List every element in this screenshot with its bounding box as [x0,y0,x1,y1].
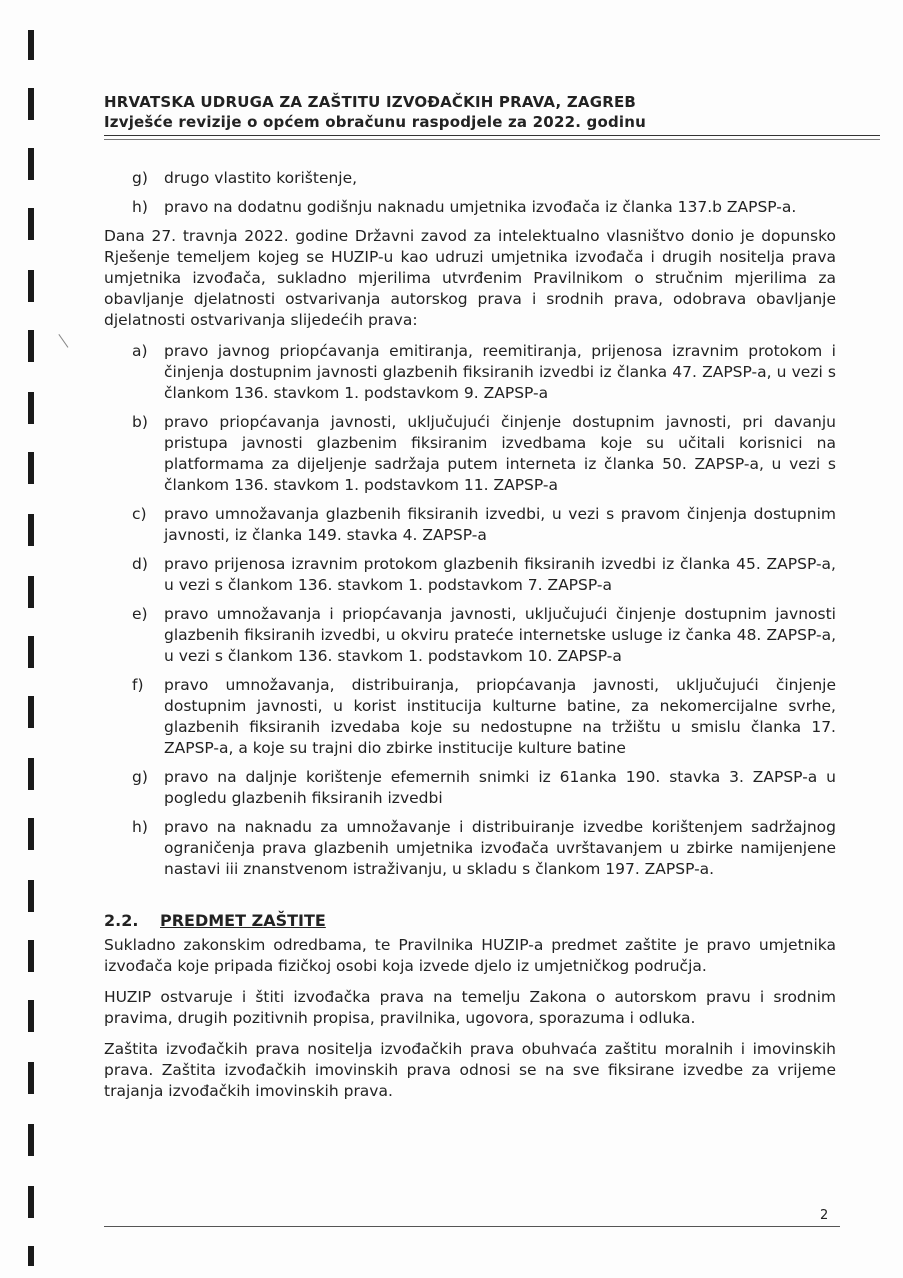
list-item-label: d) [132,555,148,573]
scan-artifact [28,758,34,790]
header-divider [104,135,880,136]
intro-paragraph: Dana 27. travnja 2022. godine Državni zavod za intelektualno vlasništvo donio je dopunsko Rješenje temeljem kojeg se HUZIP-u kao udruzi umjetnika izvođača i drugih nositelja prava umjetnika izvođača, sukladno mjerilima utvrđenim Pravilnikom o stručnim mjerilima za obavljanje djelatnosti ostvarivanja autorskog prava i srodnih prava, odobrava obavljanje djelatnosti ostvarivanja slijedećih prava: [104,227,836,329]
scan-artifact [28,1000,34,1032]
list-item-label: h) [132,818,148,836]
document-body [104,168,836,1112]
header-report-title: Izvješće revizije o općem obračunu raspodjele za 2022. godinu [104,113,647,131]
scan-artifact [28,148,34,180]
list-item-label: a) [132,342,148,360]
scan-artifact [28,696,34,728]
list-item-text: pravo prijenosa izravnim protokom glazbenih fiksiranih izvedbi iz članka 45. ZAPSP-a, u vezi s člankom 136. stavkom 1. podstavkom 7. ZAPSP-a [164,555,836,594]
header-organization: HRVATSKA UDRUGA ZA ZAŠTITU IZVOĐAČKIH PRAVA, ZAGREB [104,93,637,111]
scan-artifact [28,1246,34,1266]
list-item-label: g) [132,169,148,187]
continued-list [104,168,836,218]
list-item [104,504,836,546]
list-item [104,767,836,809]
list-item [104,817,836,880]
list-item-label: f) [132,676,144,694]
scan-artifact [28,576,34,608]
list-item-text: pravo na naknadu za umnožavanje i distribuiranje izvedbe korištenjem sadržajnog ograničenja prava glazbenih umjetnika izvođača uvrštavanjem u zbirke namijenjene nastavi iii znanstvenom istraživanju, u skladu s člankom 197. ZAPSP-a. [164,818,836,878]
list-item-text: pravo umnožavanja glazbenih fiksiranih izvedbi, u vezi s pravom činjenja dostupnim javnosti, iz članka 149. stavka 4. ZAPSP-a [164,505,836,544]
page-number: 2 [820,1208,829,1223]
section-heading [104,910,836,931]
scan-artifact [28,636,34,668]
section-title: PREDMET ZAŠTITE [160,911,326,930]
list-item-text: pravo na dodatnu godišnju naknadu umjetnika izvođača iz članka 137.b ZAPSP-a. [164,198,797,216]
scan-artifact [28,1062,34,1094]
list-item-text: pravo na daljnje korištenje efemernih snimki iz 61anka 190. stavka 3. ZAPSP-a u pogledu glazbenih fiksiranih izvedbi [164,768,836,807]
list-item-text: drugo vlastito korištenje, [164,169,358,187]
scan-artifact [28,208,34,240]
list-item-text: pravo umnožavanja i priopćavanja javnosti, uključujući činjenje dostupnim javnosti glazbenih fiksiranih izvedbi, u okviru prateće internetske usluge iz čanka 48. ZAPSP-a, u vezi s člankom 136. stavkom 1. podstavkom 10. ZAPSP-a [164,605,836,665]
document-header [104,92,884,132]
section-paragraph: Zaštita izvođačkih prava nositelja izvođačkih prava obuhvaća zaštitu moralnih i imovinskih prava. Zaštita izvođačkih imovinskih prava odnosi se na sve fiksirane izvedbe za vrijeme trajanja izvođačkih imovinskih prava. [104,1040,836,1100]
scan-artifact [28,330,34,362]
list-item-text: pravo umnožavanja, distribuiranja, priopćavanja javnosti, uključujući činjenje dostupnim javnosti, u korist institucija kulturne batine, za nekomercijalne svrhe, glazbenih fiksiranih izvedaba koje su nedostupne na tržištu u smislu članka 17. ZAPSP-a, a koje su trajni dio zbirke institucije kulture batine [164,676,836,757]
list-item [104,554,836,596]
scan-artifact [28,270,34,302]
list-item-label: c) [132,505,147,523]
scan-artifact [28,1124,34,1156]
list-item [104,412,836,496]
rights-list [104,341,836,880]
list-item [104,197,836,218]
list-item-label: h) [132,198,148,216]
list-item-text: pravo priopćavanja javnosti, uključujući činjenje dostupnim javnosti, pri davanju pristupa javnosti glazbenim fiksiranim izvedbama koje su učitali korisnici na platformama za dijeljenje sadržaja putem interneta iz članka 50. ZAPSP-a, u vezi s člankom 136. stavkom 1. podstavkom 11. ZAPSP-a [164,413,836,494]
scan-artifact [28,940,34,972]
scan-artifact [28,452,34,484]
section-number: 2.2. [104,911,139,930]
scan-artifact [28,88,34,120]
footer-divider [104,1226,840,1227]
scan-artifact [28,1186,34,1218]
list-item [104,675,836,759]
scan-artifact [28,30,34,60]
scan-artifact [28,392,34,424]
scan-artifact [28,514,34,546]
header-divider-thin [104,139,880,140]
scan-artifact [28,880,34,912]
scan-mark [58,328,76,347]
list-item [104,604,836,667]
section-paragraph: HUZIP ostvaruje i štiti izvođačka prava na temelju Zakona o autorskom pravu i srodnim pravima, drugih pozitivnih propisa, pravilnika, ugovora, sporazuma i odluka. [104,988,836,1027]
list-item-label: b) [132,413,148,431]
list-item-text: pravo javnog priopćavanja emitiranja, reemitiranja, prijenosa izravnim protokom i činjenja dostupnim javnosti glazbenih fiksiranih izvedbi iz članka 47. ZAPSP-a, u vezi s člankom 136. stavkom 1. podstavkom 9. ZAPSP-a [164,342,836,402]
list-item [104,168,836,189]
scan-artifact [28,818,34,850]
section-paragraph: Sukladno zakonskim odredbama, te Pravilnika HUZIP-a predmet zaštite je pravo umjetnika izvođača koje pripada fizičkoj osobi koja izvede djelo iz umjetničkog područja. [104,936,836,975]
list-item-label: g) [132,768,148,786]
list-item-label: e) [132,605,148,623]
list-item [104,341,836,404]
